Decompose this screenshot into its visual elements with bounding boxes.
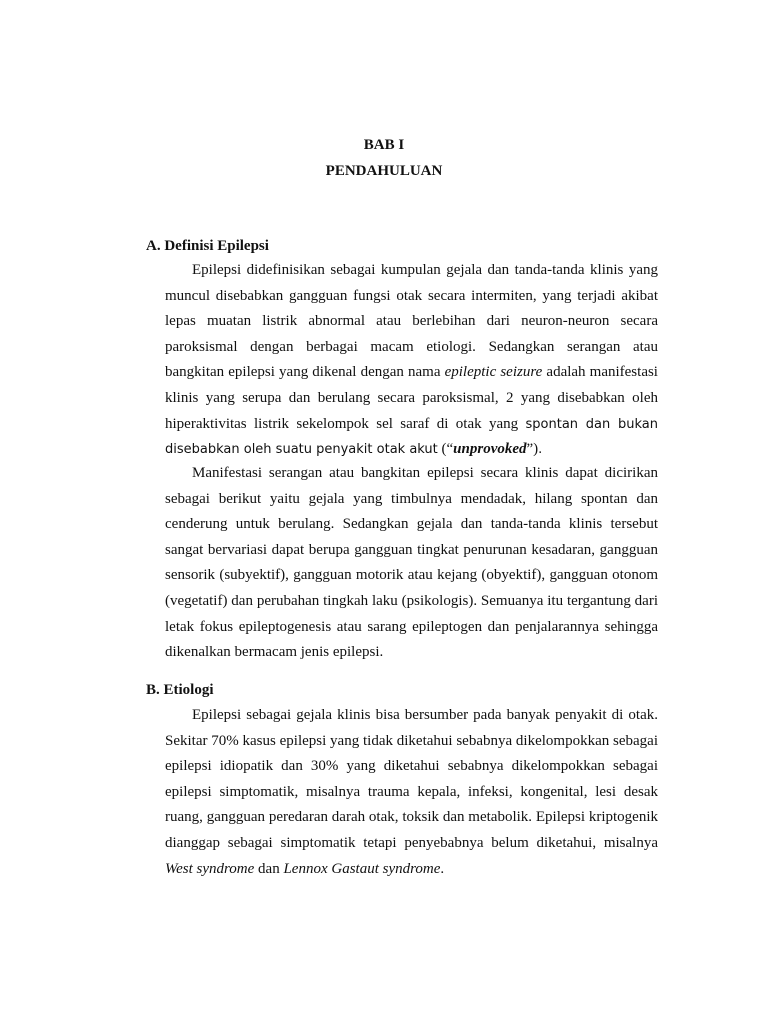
paragraph-text: ”) xyxy=(526,441,539,458)
paragraph-etiologi-1 xyxy=(165,703,658,882)
paragraph-text: . xyxy=(440,860,445,877)
paragraph-text: Epilepsi sebagai gejala klinis bisa bersumber pada banyak penyakit di otak. Sekitar 70% kasus epilepsi yang tidak diketahui sebabnya dikelompokkan sebagai epilepsi idiopatik dan 30% yang diketahui sebabnya dikelompokkan sebagai epilepsi simptomatik, misalnya trauma kepala, infeksi, kongenital, lesi desak ruang, gangguan peredaran darah otak, toksik dan metabolik. Epilepsi kriptogenik dianggap sebagai simptomatik tetapi penyebabnya belum diketahui, misalnya xyxy=(165,707,658,851)
term-epileptic-seizure: epileptic seizure xyxy=(444,364,543,381)
paragraph-text: Epilepsi didefinisikan sebagai kumpulan gejala dan tanda-tanda klinis yang muncul disebabkan gangguan fungsi otak secara intermiten, yang terjadi akibat lepas muatan listrik abnormal atau berlebihan dari neuron-neuron secara paroksismal dengan berbagai macam etiologi. Sedangkan serangan atau bangkitan epilepsi yang dikenal dengan nama xyxy=(165,262,658,381)
chapter-title: PENDAHULUAN xyxy=(325,163,443,179)
paragraph-definisi-1 xyxy=(165,258,658,463)
term-unprovoked: unprovoked xyxy=(453,441,527,458)
chapter-number: BAB I xyxy=(363,137,405,153)
paragraph-text: adalah manifestasi klinis yang serupa dan berulang secara paroksismal, 2 yang disebabkan oleh hiperaktivitas listrik sekelompok sel saraf di otak yang xyxy=(165,364,658,432)
paragraph-text: (“ xyxy=(437,441,454,458)
section-heading-etiologi: B. Etiologi xyxy=(146,682,214,698)
paragraph-text: dan xyxy=(254,860,284,877)
paragraph-end-period: . xyxy=(538,442,543,458)
section-heading-definisi: A. Definisi Epilepsi xyxy=(146,238,269,254)
paragraph-text-sans: spontan dan bukan disebabkan oleh suatu penyakit otak akut xyxy=(165,416,658,458)
term-lennox-gastaut-syndrome: Lennox Gastaut syndrome xyxy=(283,860,441,877)
term-west-syndrome: West syndrome xyxy=(165,860,255,877)
paragraph-definisi-2: Manifestasi serangan atau bangkitan epilepsi secara klinis dapat dicirikan sebagai berikut yaitu gejala yang timbulnya mendadak, hilang spontan dan cenderung untuk berulang. Sedangkan gejala dan tanda-tanda klinis tersebut sangat bervariasi dapat berupa gangguan tingkat penurunan kesadaran, gangguan sensorik (subyektif), gangguan motorik atau kejang (obyektif), gangguan otonom (vegetatif) dan perubahan tingkah laku (psikologis). Semuanya itu tergantung dari letak fokus epileptogenesis atau sarang epileptogen dan penjalarannya sehingga dikenalkan bermacam jenis epilepsi. xyxy=(165,465,658,661)
